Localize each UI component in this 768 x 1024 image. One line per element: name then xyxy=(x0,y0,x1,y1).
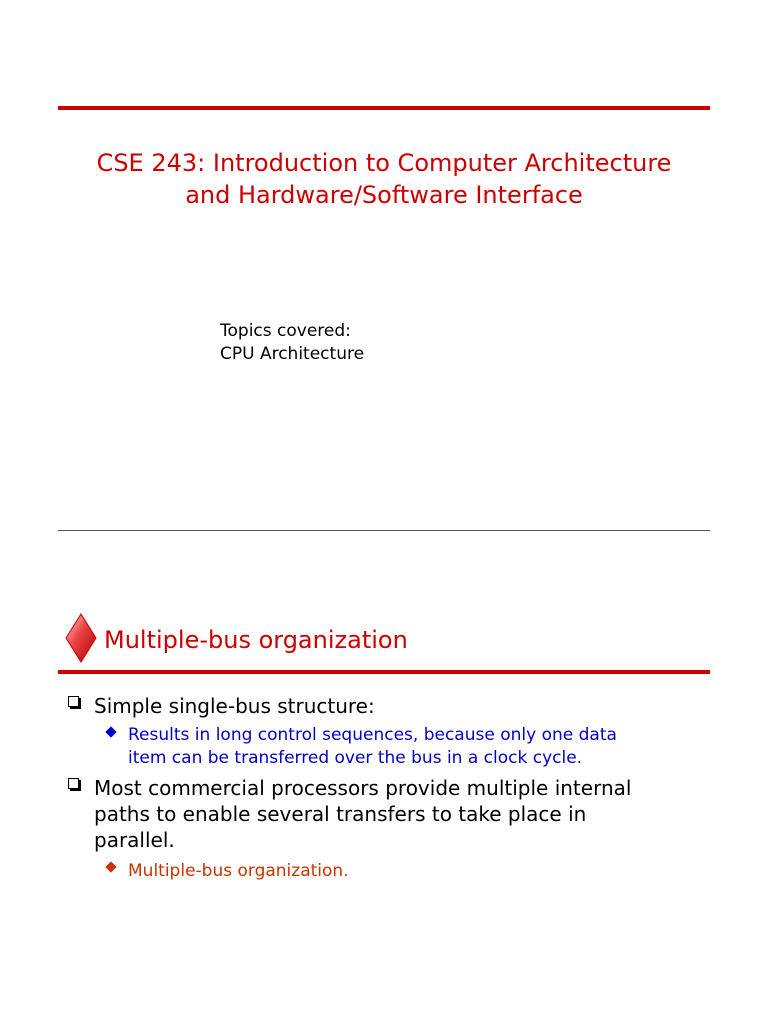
bullet-2-line-1: Most commercial processors provide multiple internal xyxy=(94,776,632,800)
square-bullet-icon xyxy=(68,778,79,789)
topics-item: CPU Architecture xyxy=(220,344,365,364)
slide1-title xyxy=(0,147,768,211)
topics-block xyxy=(220,320,364,366)
bullet-1-text xyxy=(94,693,704,719)
slide1-top-rule xyxy=(58,106,710,110)
diamond-bullet-icon xyxy=(105,726,116,737)
bullet-2-sub-1-line-1: Multiple-bus organization. xyxy=(128,861,349,881)
diamond-bullet-icon xyxy=(105,861,116,872)
bullet-2-sub-1-text xyxy=(128,860,708,883)
bullet-2-line-3: parallel. xyxy=(94,828,175,852)
red-diamond-icon xyxy=(65,613,97,663)
slide-divider xyxy=(58,530,710,531)
bullet-1-sub-1-line-2: item can be transferred over the bus in a clock cycle. xyxy=(128,748,583,768)
slide2-title-rule xyxy=(58,670,710,674)
bullet-2-line-2: paths to enable several transfers to take place in xyxy=(94,802,587,826)
slide1-title-line-2: and Hardware/Software Interface xyxy=(185,181,583,209)
slide2-title: Multiple-bus organization xyxy=(104,626,408,654)
topics-heading: Topics covered: xyxy=(220,321,351,341)
bullet-1-line-1: Simple single-bus structure: xyxy=(94,694,375,718)
bullet-2-text xyxy=(94,775,704,853)
square-bullet-icon xyxy=(68,696,79,707)
bullet-1-sub-1-line-1: Results in long control sequences, because only one data xyxy=(128,725,617,745)
bullet-1-sub-1-text xyxy=(128,724,708,770)
slide1-title-line-1: CSE 243: Introduction to Computer Architecture xyxy=(96,149,672,177)
